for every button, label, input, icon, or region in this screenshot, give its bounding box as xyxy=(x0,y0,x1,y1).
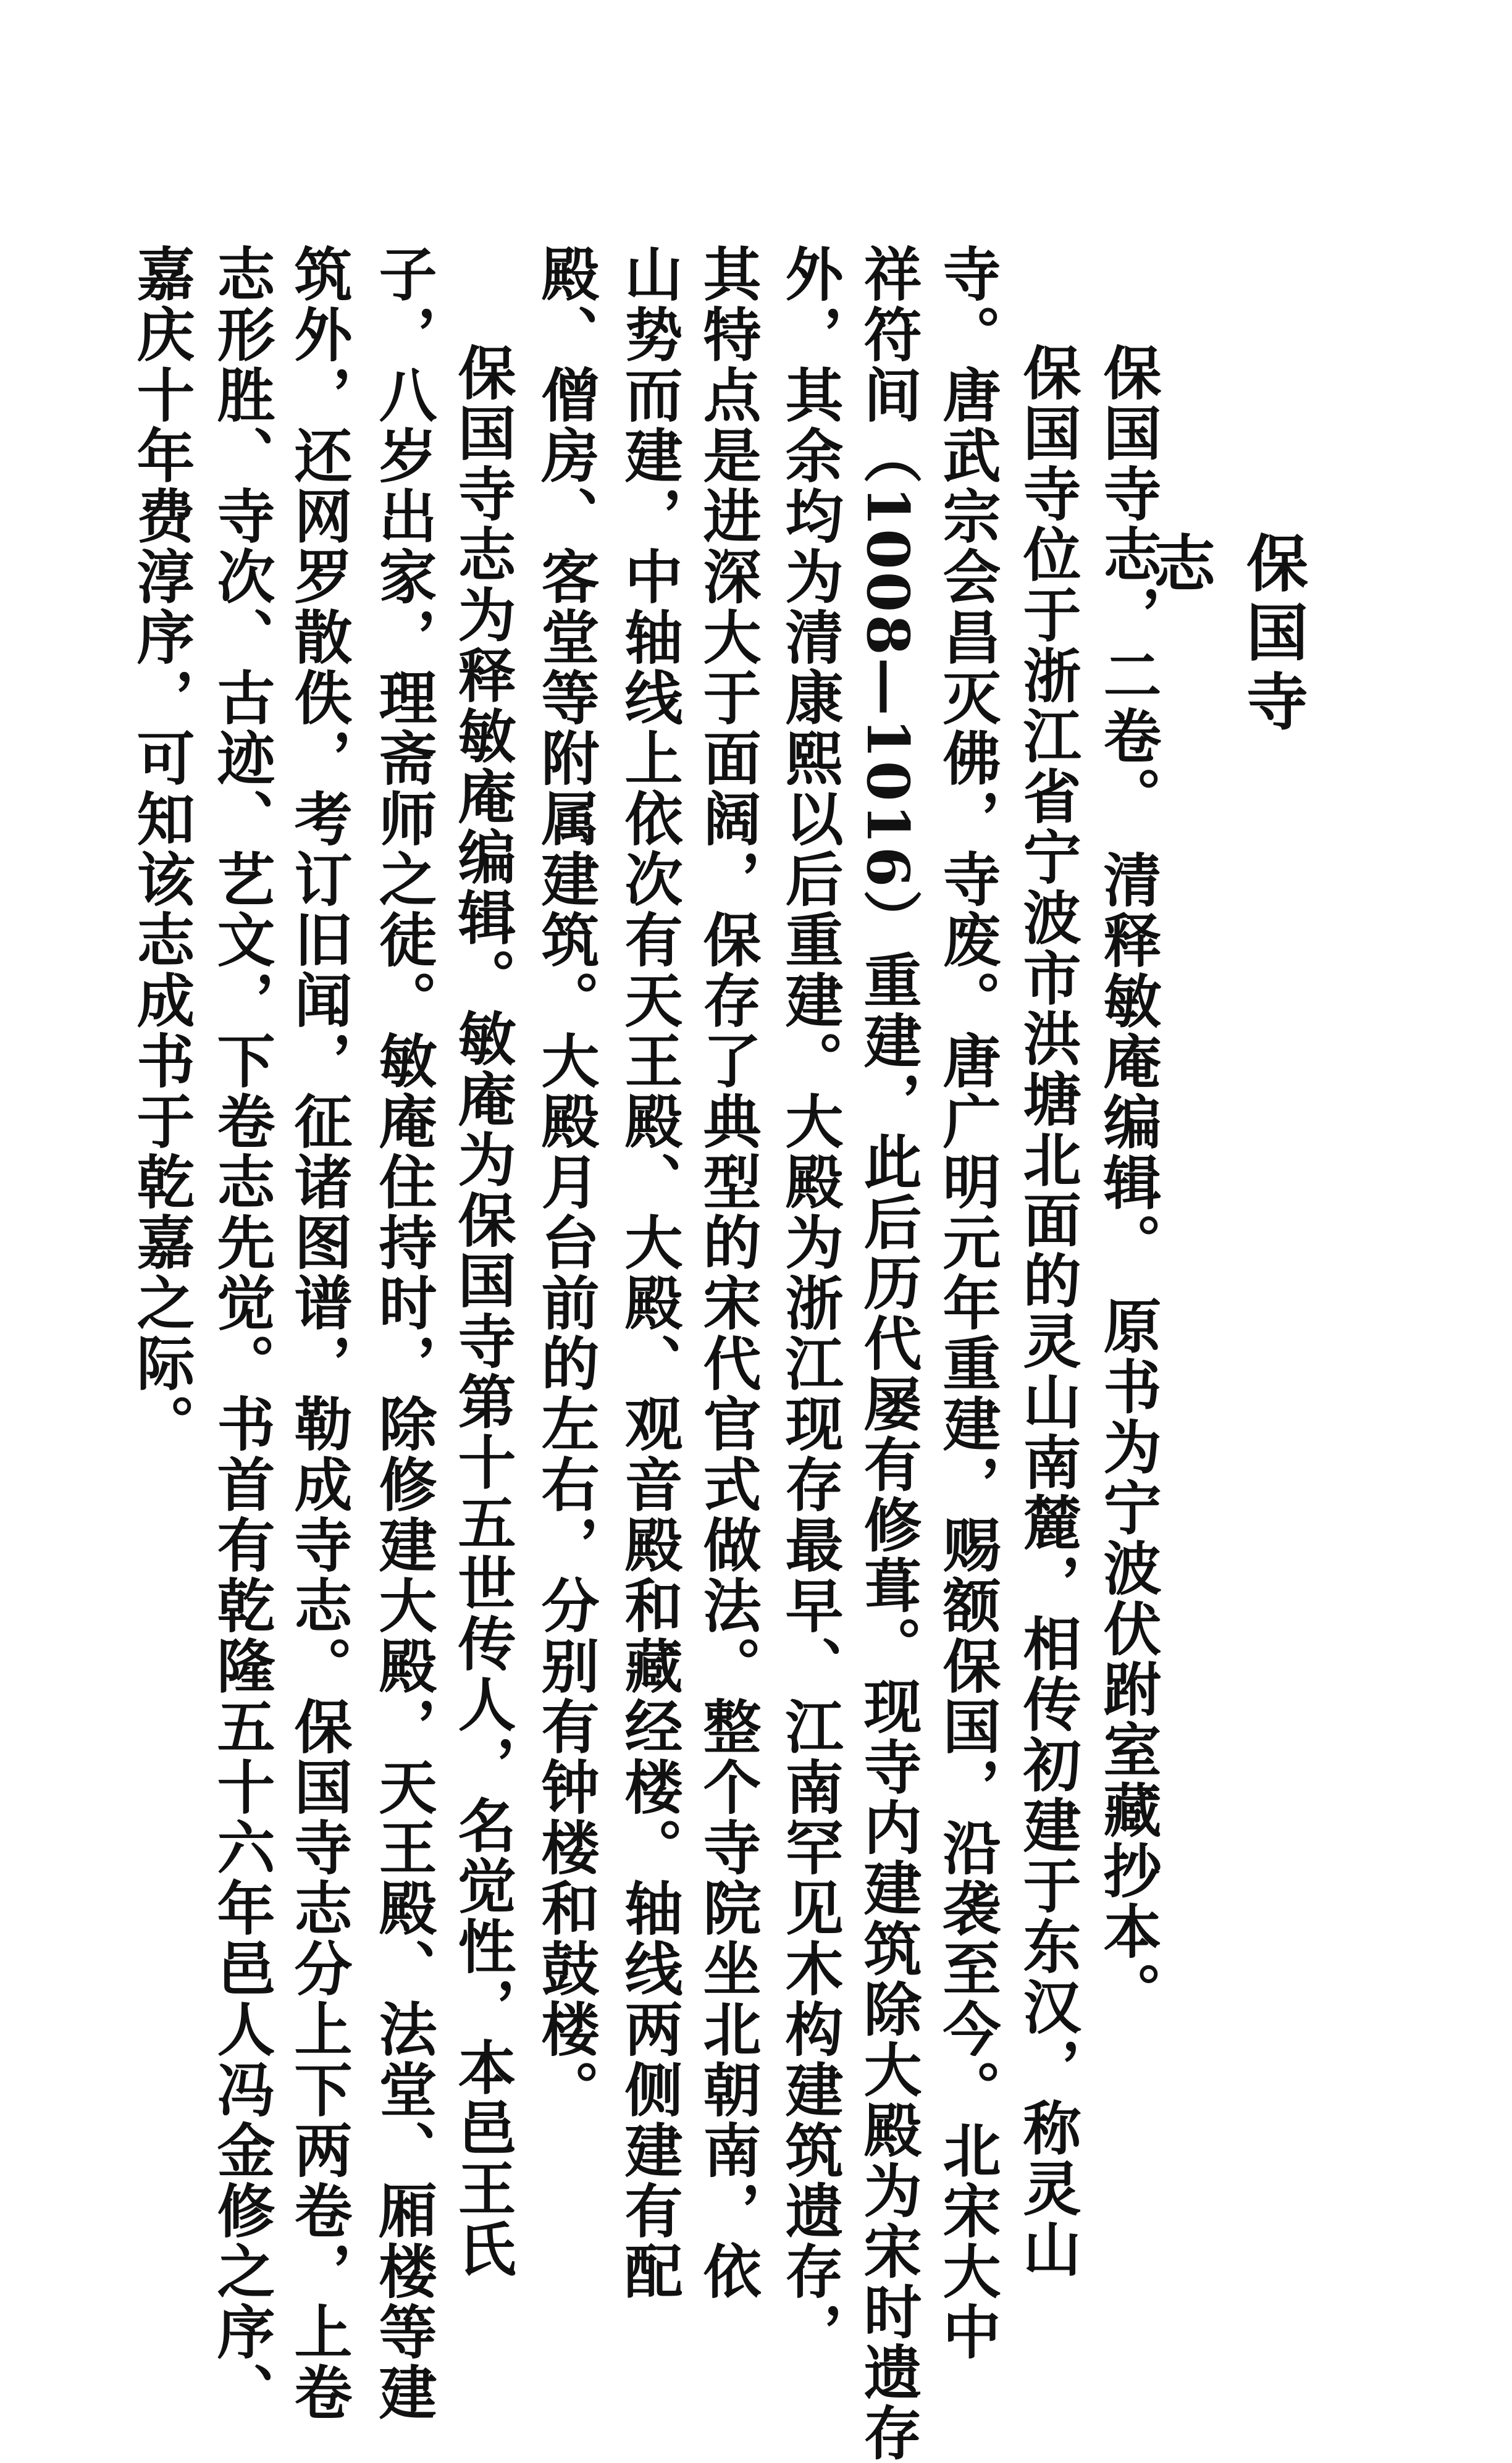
text-column-12: 志形胜、寺次、古迹、艺文，下卷志先觉。书首有乾隆五十六年邑人冯金修之序、 xyxy=(207,244,275,2423)
text-column-11: 筑外，还网罗散佚，考订旧闻，征诸图谱，勒成寺志。保国寺志分上下两卷，上卷 xyxy=(284,244,352,2423)
text-column-1: 保国寺志，二卷。 清释敏庵编辑。 原书为宁波伏跗室藏抄本。 xyxy=(1093,343,1161,2023)
text-column-3: 寺。唐武宗会昌灭佛，寺废。唐广明元年重建，赐额保国，沿袭至今。北宋大中 xyxy=(933,244,1001,2362)
text-column-10: 子，八岁出家，理斋师之徒。敏庵住持时，除修建大殿，天王殿、法堂、厢楼等建 xyxy=(369,244,437,2423)
text-column-7: 山势而建，中轴线上依次有天王殿、大殿、观音殿和藏经楼。轴线两侧建有配 xyxy=(615,244,682,2302)
text-column-6: 其特点是进深大于面阔，保存了典型的宋代官式做法。整个寺院坐北朝南，依 xyxy=(693,244,761,2302)
text-column-5: 外，其余均为清康熙以后重建。大殿为浙江现存最早、江南罕见木构建筑遗存， xyxy=(775,244,843,2362)
text-column-9: 保国寺志为释敏庵编辑。敏庵为保国寺第十五世传人，名觉性，本邑王氏 xyxy=(448,343,516,2280)
text-column-13: 嘉庆十年费淳序，可知该志成书于乾嘉之际。 xyxy=(127,244,195,1454)
text-column-2: 保国寺位于浙江省宁波市洪塘北面的灵山南麓，相传初建于东汉，称灵山 xyxy=(1013,343,1081,2280)
text-column-8: 殿、僧房、客堂等附属建筑。大殿月台前的左右，分别有钟楼和鼓楼。 xyxy=(531,244,599,2120)
text-column-4: 祥符间（1008—1016）重建，此后历代屡有修葺。现寺内建筑除大殿为宋时遗存 xyxy=(854,244,922,2463)
page-title: 保国寺志 xyxy=(1143,531,1309,739)
